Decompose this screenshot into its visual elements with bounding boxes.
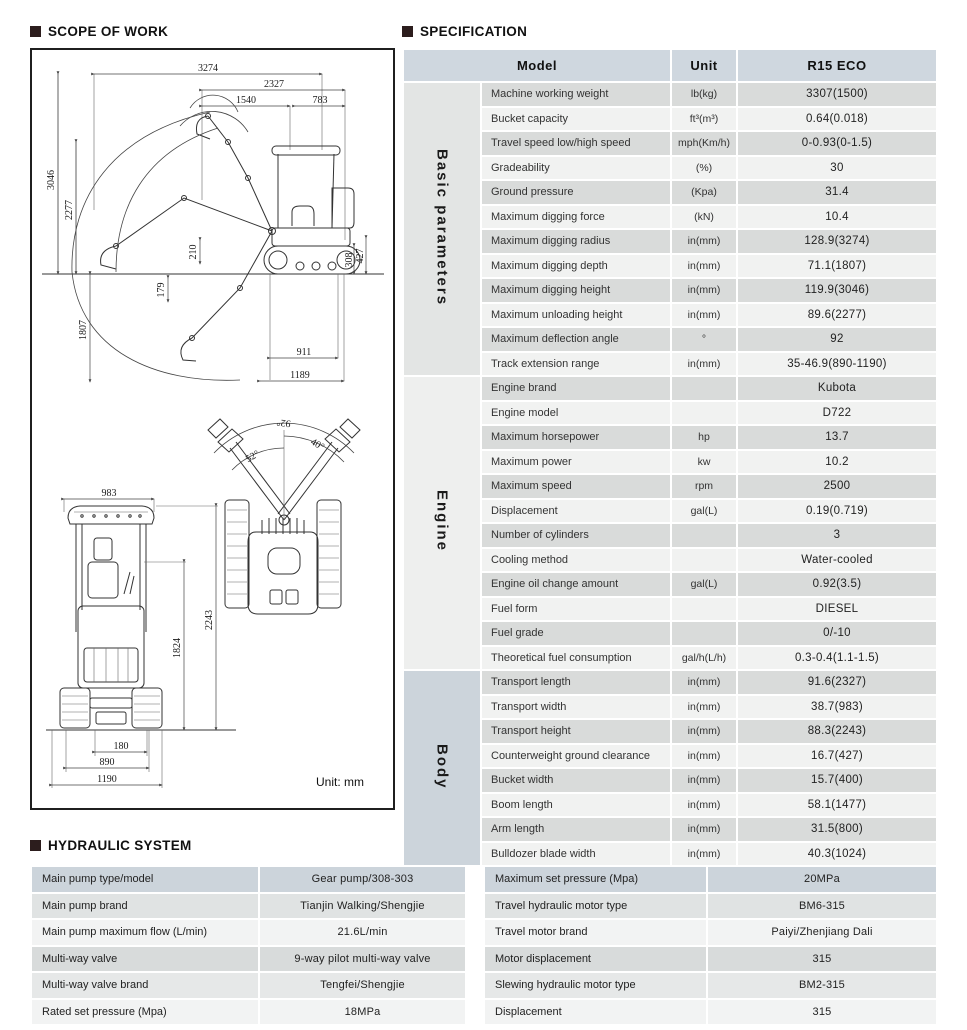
dim-1824: 1824	[172, 638, 183, 658]
dim-890: 890	[99, 757, 115, 768]
table-row	[404, 181, 936, 204]
table-row	[404, 622, 936, 645]
spec-value: 31.4	[738, 181, 936, 204]
spec-value: 31.5(800)	[738, 818, 936, 841]
section-title-text: SCOPE OF WORK	[48, 24, 169, 39]
table-row	[404, 426, 936, 449]
spec-unit: (%)	[672, 157, 736, 180]
table-row	[404, 279, 936, 302]
table-row	[32, 973, 465, 998]
group-cell-engine	[404, 377, 480, 669]
hyd-value: BM2-315	[708, 973, 936, 998]
hyd-label: Travel motor brand	[485, 920, 706, 945]
spec-value: 71.1(1807)	[738, 255, 936, 278]
spec-unit: gal(L)	[672, 500, 736, 523]
table-row	[485, 867, 936, 892]
hyd-label: Slewing hydraulic motor type	[485, 973, 706, 998]
table-row	[404, 328, 936, 351]
hyd-label: Rated set pressure (Mpa)	[32, 1000, 258, 1025]
spec-value: 10.2	[738, 451, 936, 474]
table-row	[404, 745, 936, 768]
table-row	[404, 157, 936, 180]
spec-label: Track extension range	[482, 353, 670, 376]
spec-label: Maximum digging depth	[482, 255, 670, 278]
table-row	[404, 671, 936, 694]
spec-label: Maximum deflection angle	[482, 328, 670, 351]
spec-value: 38.7(983)	[738, 696, 936, 719]
table-row	[404, 132, 936, 155]
table-row	[404, 549, 936, 572]
spec-unit: hp	[672, 426, 736, 449]
angle-40: 40°	[308, 436, 327, 454]
spec-value: 91.6(2327)	[738, 671, 936, 694]
spec-label: Gradeability	[482, 157, 670, 180]
spec-label: Boom length	[482, 794, 670, 817]
table-row	[32, 947, 465, 972]
spec-unit: in(mm)	[672, 671, 736, 694]
spec-value: 119.9(3046)	[738, 279, 936, 302]
hyd-label: Main pump type/model	[32, 867, 258, 892]
spec-header-row	[404, 50, 936, 81]
spec-label: Engine model	[482, 402, 670, 425]
dim-179: 179	[156, 282, 167, 298]
spec-unit	[672, 377, 736, 400]
hyd-value: Tengfei/Shengjie	[260, 973, 465, 998]
dim-1189: 1189	[290, 370, 310, 381]
dim-2327: 2327	[264, 79, 284, 90]
spec-unit	[672, 549, 736, 572]
hyd-label: Multi-way valve	[32, 947, 258, 972]
table-row	[404, 304, 936, 327]
hyd-label: Displacement	[485, 1000, 706, 1025]
hydraulic-table-right	[483, 865, 938, 1026]
spec-value: 92	[738, 328, 936, 351]
table-row	[404, 475, 936, 498]
spec-label: Travel speed low/high speed	[482, 132, 670, 155]
spec-label: Cooling method	[482, 549, 670, 572]
table-row	[32, 1000, 465, 1025]
table-row	[404, 451, 936, 474]
spec-value: 3307(1500)	[738, 83, 936, 106]
hyd-label: Motor displacement	[485, 947, 706, 972]
spec-unit: mph(Km/h)	[672, 132, 736, 155]
group-label: Body	[433, 743, 451, 790]
spec-label: Counterweight ground clearance	[482, 745, 670, 768]
table-row	[404, 843, 936, 866]
spec-label: Engine brand	[482, 377, 670, 400]
top-view	[208, 416, 360, 614]
group-label: Basic parameters	[433, 148, 451, 307]
spec-label: Fuel grade	[482, 622, 670, 645]
table-row	[404, 402, 936, 425]
spec-value: 58.1(1477)	[738, 794, 936, 817]
hyd-value: 315	[708, 947, 936, 972]
spec-value: 0.92(3.5)	[738, 573, 936, 596]
table-row	[404, 598, 936, 621]
spec-unit	[672, 598, 736, 621]
spec-unit: °	[672, 328, 736, 351]
spec-label: Transport width	[482, 696, 670, 719]
dim-2243: 2243	[204, 610, 215, 630]
unit-header: Unit	[672, 50, 736, 81]
hyd-value: 18MPa	[260, 1000, 465, 1025]
table-row	[404, 500, 936, 523]
spec-value: 35-46.9(890-1190)	[738, 353, 936, 376]
spec-value: D722	[738, 402, 936, 425]
spec-label: Engine oil change amount	[482, 573, 670, 596]
model-header: Model	[404, 50, 670, 81]
table-row	[404, 83, 936, 106]
spec-label: Transport length	[482, 671, 670, 694]
dim-427: 427	[355, 248, 366, 264]
dim-308: 308	[344, 252, 355, 268]
table-row	[404, 573, 936, 596]
table-row	[404, 255, 936, 278]
spec-value: 89.6(2277)	[738, 304, 936, 327]
spec-value: 16.7(427)	[738, 745, 936, 768]
table-row	[485, 894, 936, 919]
table-row	[404, 818, 936, 841]
table-row	[32, 920, 465, 945]
table-row	[404, 377, 936, 400]
hyd-value: 21.6L/min	[260, 920, 465, 945]
spec-unit: lb(kg)	[672, 83, 736, 106]
hyd-label: Main pump maximum flow (L/min)	[32, 920, 258, 945]
dim-1190: 1190	[97, 774, 117, 785]
dim-3274: 3274	[198, 63, 218, 74]
spec-label: Transport height	[482, 720, 670, 743]
table-row	[485, 947, 936, 972]
value-header: R15 ECO	[738, 50, 936, 81]
spec-unit: in(mm)	[672, 745, 736, 768]
spec-value: 15.7(400)	[738, 769, 936, 792]
dim-3046: 3046	[46, 170, 57, 190]
spec-unit: gal/h(L/h)	[672, 647, 736, 670]
spec-value: 0.64(0.018)	[738, 108, 936, 131]
table-row	[404, 206, 936, 229]
hyd-label: Travel hydraulic motor type	[485, 894, 706, 919]
spec-value: 0-0.93(0-1.5)	[738, 132, 936, 155]
spec-value: 88.3(2243)	[738, 720, 936, 743]
spec-label: Number of cylinders	[482, 524, 670, 547]
section-title-text: HYDRAULIC SYSTEM	[48, 838, 192, 853]
spec-label: Theoretical fuel consumption	[482, 647, 670, 670]
spec-label: Maximum unloading height	[482, 304, 670, 327]
spec-value: 3	[738, 524, 936, 547]
hyd-value: 315	[708, 1000, 936, 1025]
hyd-value: Tianjin Walking/Shengjie	[260, 894, 465, 919]
spec-unit: in(mm)	[672, 818, 736, 841]
spec-unit: in(mm)	[672, 794, 736, 817]
dim-911: 911	[296, 347, 312, 358]
table-row	[32, 894, 465, 919]
dim-180: 180	[113, 741, 129, 752]
spec-unit: ft³(m³)	[672, 108, 736, 131]
spec-label: Maximum digging radius	[482, 230, 670, 253]
scope-of-work-title	[30, 24, 168, 39]
spec-value: 0.3-0.4(1.1-1.5)	[738, 647, 936, 670]
hydraulic-table-left	[30, 865, 467, 1026]
spec-label: Maximum digging force	[482, 206, 670, 229]
spec-label: Maximum speed	[482, 475, 670, 498]
spec-value: DIESEL	[738, 598, 936, 621]
spec-value: 30	[738, 157, 936, 180]
spec-unit: in(mm)	[672, 696, 736, 719]
dim-783: 783	[312, 95, 328, 106]
table-row	[485, 973, 936, 998]
table-row	[404, 230, 936, 253]
hyd-value: BM6-315	[708, 894, 936, 919]
spec-label: Machine working weight	[482, 83, 670, 106]
dim-983: 983	[101, 488, 117, 499]
spec-value: Water-cooled	[738, 549, 936, 572]
spec-value: 0/-10	[738, 622, 936, 645]
spec-unit: kw	[672, 451, 736, 474]
spec-unit	[672, 402, 736, 425]
spec-value: 40.3(1024)	[738, 843, 936, 866]
spec-label: Displacement	[482, 500, 670, 523]
spec-label: Bucket width	[482, 769, 670, 792]
spec-value: 0.19(0.719)	[738, 500, 936, 523]
angle-92: 92°	[276, 416, 292, 429]
spec-unit	[672, 622, 736, 645]
angle-52: 52°	[243, 448, 262, 466]
spec-unit: in(mm)	[672, 230, 736, 253]
specification-title	[402, 24, 527, 39]
dim-2277: 2277	[64, 200, 75, 220]
hyd-value: 20MPa	[708, 867, 936, 892]
spec-label: Arm length	[482, 818, 670, 841]
spec-unit: (kN)	[672, 206, 736, 229]
table-row	[404, 794, 936, 817]
spec-value: 10.4	[738, 206, 936, 229]
spec-unit: rpm	[672, 475, 736, 498]
spec-unit: (Kpa)	[672, 181, 736, 204]
hyd-label: Multi-way valve brand	[32, 973, 258, 998]
section-bullet-icon	[30, 26, 41, 37]
table-row	[404, 720, 936, 743]
spec-label: Ground pressure	[482, 181, 670, 204]
spec-value: 13.7	[738, 426, 936, 449]
group-cell-basic	[404, 83, 480, 375]
group-cell-body	[404, 671, 480, 865]
spec-unit: gal(L)	[672, 573, 736, 596]
table-row	[404, 696, 936, 719]
table-row	[32, 867, 465, 892]
spec-unit: in(mm)	[672, 769, 736, 792]
dim-1807: 1807	[78, 320, 89, 340]
hyd-value: 9-way pilot multi-way valve	[260, 947, 465, 972]
spec-unit	[672, 524, 736, 547]
section-bullet-icon	[402, 26, 413, 37]
front-view	[46, 488, 236, 788]
spec-label: Bulldozer blade width	[482, 843, 670, 866]
spec-unit: in(mm)	[672, 255, 736, 278]
table-row	[485, 920, 936, 945]
dim-1540: 1540	[236, 95, 256, 106]
hyd-label: Maximum set pressure (Mpa)	[485, 867, 706, 892]
table-row	[485, 1000, 936, 1025]
spec-label: Fuel form	[482, 598, 670, 621]
specification-table	[402, 48, 938, 867]
spec-value: 128.9(3274)	[738, 230, 936, 253]
spec-label: Bucket capacity	[482, 108, 670, 131]
dim-210: 210	[188, 244, 199, 260]
table-row	[404, 353, 936, 376]
spec-value: Kubota	[738, 377, 936, 400]
spec-label: Maximum digging height	[482, 279, 670, 302]
side-view	[42, 63, 384, 382]
scope-of-work-drawing	[30, 48, 395, 810]
group-label: Engine	[433, 490, 451, 553]
section-title-text: SPECIFICATION	[420, 24, 528, 39]
spec-unit: in(mm)	[672, 843, 736, 866]
unit-mm-label: Unit: mm	[316, 775, 364, 789]
table-row	[404, 769, 936, 792]
hyd-value: Gear pump/308-303	[260, 867, 465, 892]
hyd-label: Main pump brand	[32, 894, 258, 919]
spec-unit: in(mm)	[672, 353, 736, 376]
spec-unit: in(mm)	[672, 279, 736, 302]
excavator-diagram	[32, 50, 393, 808]
spec-label: Maximum horsepower	[482, 426, 670, 449]
hyd-value: Paiyi/Zhenjiang Dali	[708, 920, 936, 945]
spec-label: Maximum power	[482, 451, 670, 474]
spec-value: 2500	[738, 475, 936, 498]
spec-unit: in(mm)	[672, 304, 736, 327]
table-row	[404, 108, 936, 131]
table-row	[404, 647, 936, 670]
table-row	[404, 524, 936, 547]
spec-unit: in(mm)	[672, 720, 736, 743]
hydraulic-system-title	[30, 838, 192, 853]
section-bullet-icon	[30, 840, 41, 851]
